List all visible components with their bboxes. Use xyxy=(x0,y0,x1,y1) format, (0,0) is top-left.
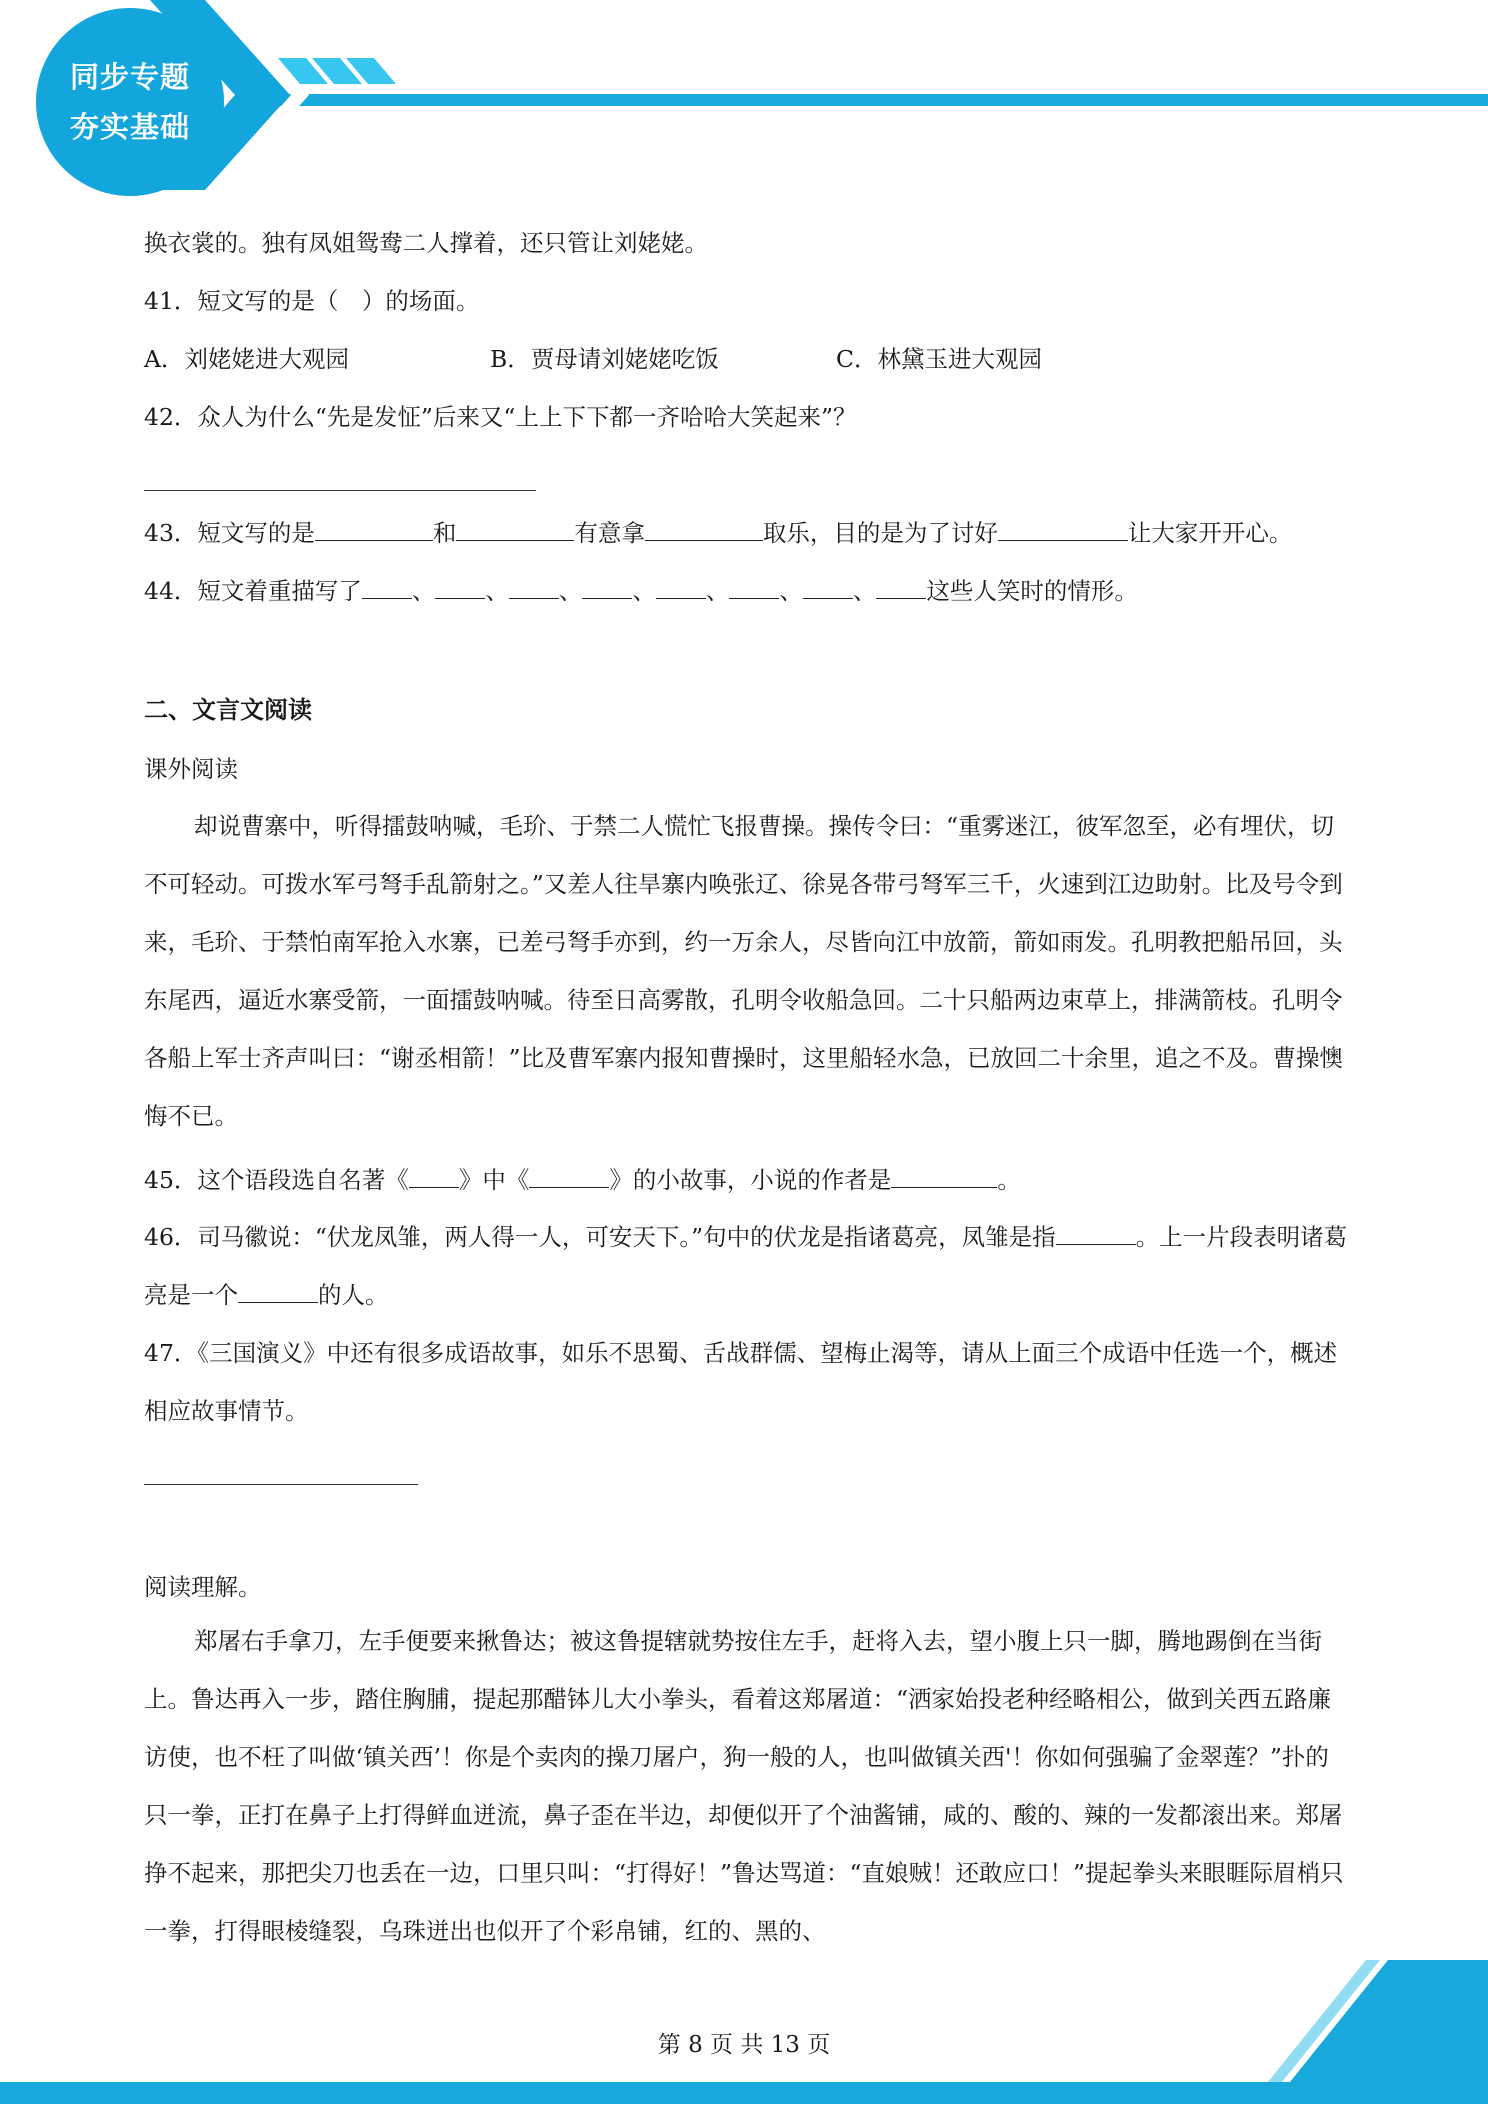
blank xyxy=(1056,1222,1136,1245)
q45-part2: 》中《 xyxy=(458,1166,530,1194)
q44-sep: 、 xyxy=(705,577,730,605)
header-badge xyxy=(36,8,224,196)
classical-passage: 却说曹寨中，听得擂鼓呐喊，毛玠、于禁二人慌忙飞报曹操。操传令曰：“重雾迷江，彼军忽至，必有埋伏，切不可轻动。可拨水军弓弩手乱箭射之。”又差人往旱寨内唤张辽、徐晃各带弓弩军三千，火速到江边助射。比及号令到来，毛玠、于禁怕南军抢入水寨，已差弓弩手亦到，约一万余人，尽皆向江中放箭，箭如雨发。孔明教把船吊回，头东尾西，逼近水寨受箭，一面擂鼓呐喊。待至日高雾散，孔明令收船急回。二十只船两边束草上，排满箭枝。孔明令各船上军士齐声叫曰：“谢丞相箭！”比及曹军寨内报知曹操时，这里船轻水急，已放回二十余里，追之不及。曹操懊悔不已。 xyxy=(144,812,1344,1130)
q46-part3: 的人。 xyxy=(318,1281,389,1309)
blank xyxy=(409,1165,459,1188)
q44-sep: 、 xyxy=(632,577,656,605)
question-46 xyxy=(144,1208,1350,1324)
q44-start: 44．短文着重描写了 xyxy=(144,577,362,605)
blank xyxy=(362,576,412,599)
q45-part1: 45．这个语段选自名著《 xyxy=(144,1166,409,1194)
blank xyxy=(656,576,706,599)
reading-passage: 郑屠右手拿刀，左手便要来揪鲁达；被这鲁提辖就势按住左手，赶将入去，望小腹上只一脚，腾地踢倒在当街上。鲁达再入一步，踏住胸脯，提起那醋钵儿大小拳头，看着这郑屠道：“洒家始投老种经略相公，做到关西五路廉访使，也不枉了叫做‘镇关西’！你是个卖肉的操刀屠户，狗一般的人，也叫做镇关西'！你如何强骗了金翠莲？”扑的只一拳，正打在鼻子上打得鲜血迸流，鼻子歪在半边，却便似开了个油酱铺，咸的、酸的、辣的一发都滚出来。郑屠挣不起来，那把尖刀也丢在一边，口里只叫：“打得好！”鲁达骂道：“直娘贼！还敢应口！”提起拳头来眼睚际眉梢只一拳，打得眼棱缝裂，乌珠迸出也似开了个彩帛铺，红的、黑的、 xyxy=(144,1627,1344,1945)
blank xyxy=(529,1165,609,1188)
q43-part1: 43．短文写的是 xyxy=(144,519,315,547)
question-43 xyxy=(144,517,1348,549)
reading-subtitle: 阅读理解。 xyxy=(144,1573,262,1601)
passage-continuation: 换衣裳的。独有凤姐鸳鸯二人撑着，还只管让刘姥姥。 xyxy=(144,229,708,257)
blank xyxy=(238,1280,318,1303)
q46-part1: 46．司马徽说：“伏龙凤雏，两人得一人，可安天下。”句中的伏龙是指诸葛亮，凤雏是指 xyxy=(144,1223,1056,1251)
blank xyxy=(509,576,559,599)
blank xyxy=(729,576,779,599)
option-b: B．贾母请刘姥姥吃饭 xyxy=(490,345,719,373)
blank xyxy=(891,1165,997,1188)
q44-sep: 、 xyxy=(852,577,877,605)
blank xyxy=(315,518,433,541)
blank xyxy=(803,576,853,599)
footer-bar xyxy=(0,2082,1488,2104)
q44-sep: 、 xyxy=(779,577,803,605)
section-subtitle: 课外阅读 xyxy=(144,755,238,783)
blank xyxy=(876,576,926,599)
badge-line1: 同步专题 xyxy=(69,60,190,94)
question-41: 41．短文写的是（ ）的场面。 xyxy=(144,287,480,315)
question-47: 47．《三国演义》中还有很多成语故事，如乐不思蜀、舌战群儒、望梅止渴等，请从上面三个成语中任选一个，概述相应故事情节。 xyxy=(144,1339,1338,1425)
question-45 xyxy=(144,1164,1348,1196)
q46-part2: 。上一片段表明诸葛亮是一个 xyxy=(144,1223,1348,1309)
option-a: A．刘姥姥进大观园 xyxy=(144,345,349,373)
blank xyxy=(998,518,1128,541)
blank xyxy=(582,576,632,599)
question-44 xyxy=(144,575,1348,607)
badge-line2: 夯实基础 xyxy=(69,110,190,144)
q45-part3: 》的小故事，小说的作者是 xyxy=(609,1166,892,1194)
q45-part4: 。 xyxy=(997,1166,1021,1194)
section-title: 二、文言文阅读 xyxy=(144,696,312,724)
question-41-options xyxy=(144,343,1348,375)
q44-sep: 、 xyxy=(485,577,509,605)
q43-part5: 让大家开开心。 xyxy=(1127,519,1293,547)
q44-sep: 、 xyxy=(411,577,436,605)
q43-part2: 和 xyxy=(432,519,457,547)
blank xyxy=(645,518,763,541)
q44-sep: 、 xyxy=(558,577,583,605)
question-42: 42．众人为什么“先是发怔”后来又“上上下下都一齐哈哈大笑起来”？ xyxy=(144,403,857,431)
footer-corner-decoration xyxy=(1268,1960,1488,2082)
page-number: 第 8 页 共 13 页 xyxy=(657,2032,831,2058)
q44-end: 这些人笑时的情形。 xyxy=(926,577,1138,605)
blank xyxy=(456,518,574,541)
blank xyxy=(435,576,485,599)
answer-line-42 xyxy=(144,490,536,491)
header-rule xyxy=(270,94,1488,106)
q43-part4: 取乐，目的是为了讨好 xyxy=(762,519,998,547)
answer-line-47 xyxy=(144,1484,418,1485)
option-c: C．林黛玉进大观园 xyxy=(836,345,1042,373)
q43-part3: 有意拿 xyxy=(574,519,645,547)
